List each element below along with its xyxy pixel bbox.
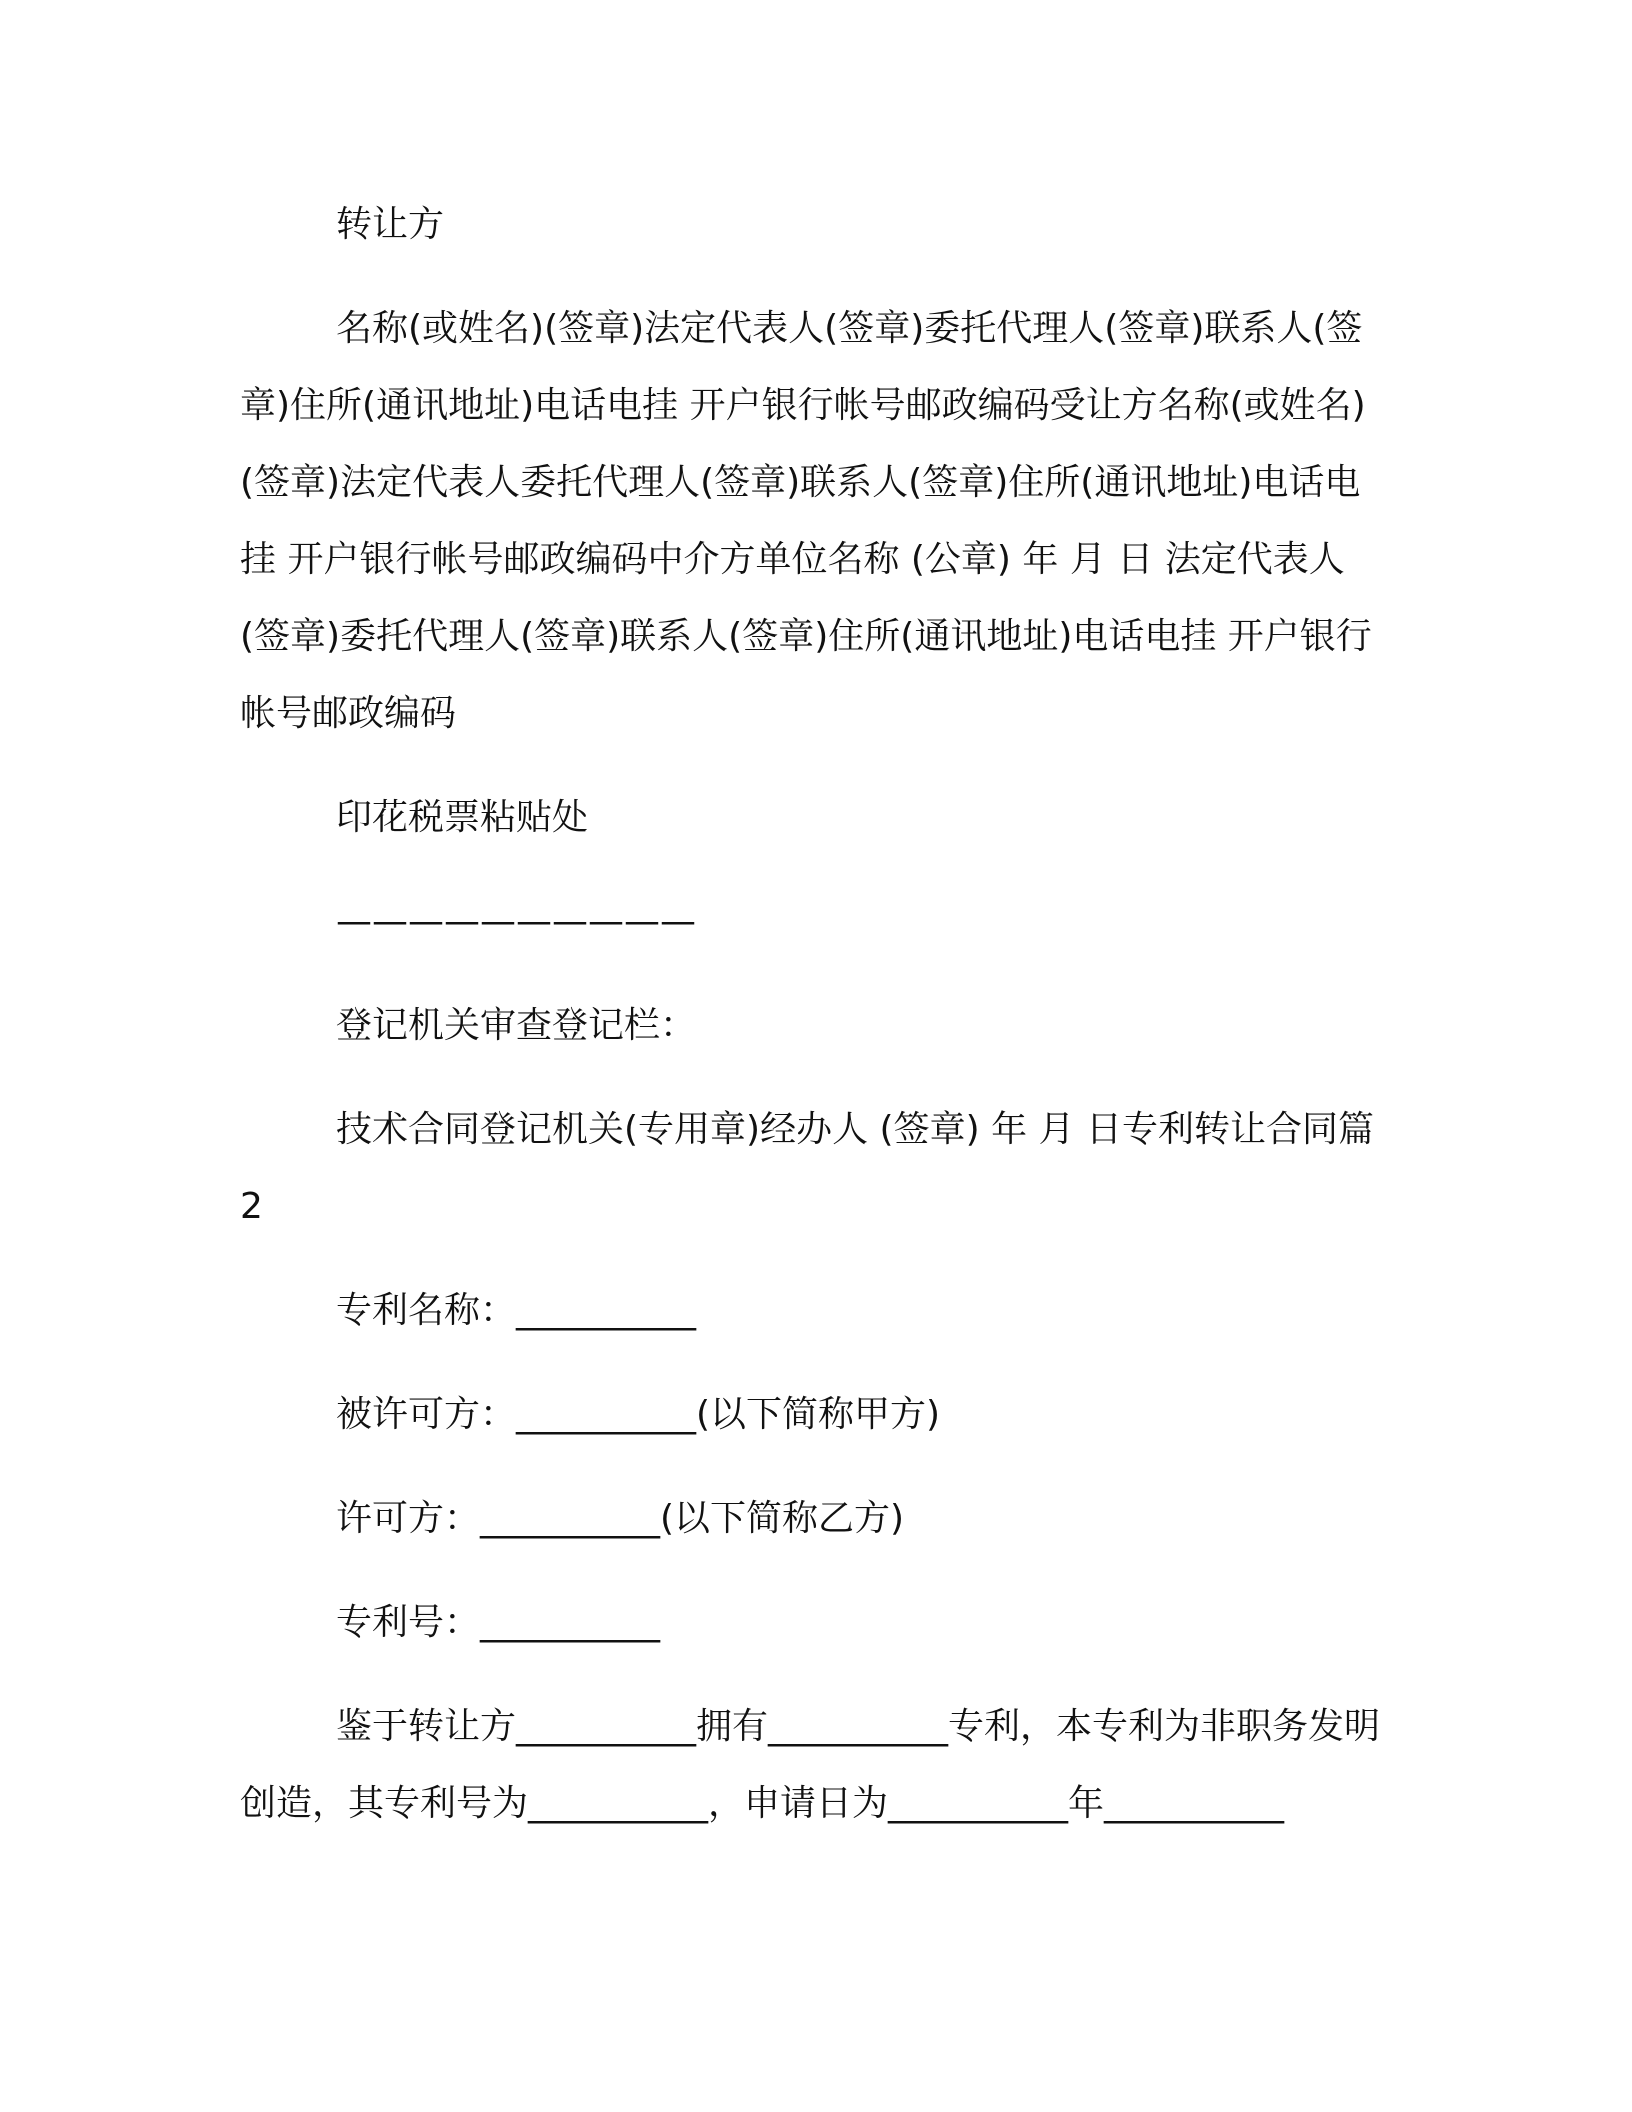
- patent-number-field: 专利号：__________: [336, 1602, 661, 1643]
- signature-block-paragraph: 名称(或姓名)(签章)法定代表人(签章)委托代理人(签章)联系人(签章)住所(通讯地址)电话电挂 开户银行帐号邮政编码受让方名称(或姓名)(签章)法定代表人委托代理人(签章)联系人(签章)住所(通讯地址)电话电挂 开户银行帐号邮政编码中介方单位名称 (公章) 年 月 日 法定代表人(签章)委托代理人(签章)联系人(签章)住所(通讯地址)电话电挂 开户银行帐号邮政编码: [240, 308, 1372, 734]
- licensor-field: 许可方：__________(以下简称乙方): [336, 1498, 905, 1539]
- registration-review-heading: 登记机关审查登记栏：: [336, 1005, 697, 1046]
- signature-rule-line: ——————————: [336, 901, 696, 942]
- licensee-field: 被许可方：__________(以下简称甲方): [336, 1394, 941, 1435]
- stamp-duty-label: 印花税票粘贴处: [336, 797, 589, 838]
- patent-name-field: 专利名称：__________: [336, 1290, 697, 1331]
- registration-authority-paragraph: 技术合同登记机关(专用章)经办人 (签章) 年 月 日专利转让合同篇 2: [240, 1109, 1374, 1227]
- document-body: [240, 186, 1380, 1869]
- transferor-heading: 转让方: [336, 204, 445, 245]
- whereas-paragraph: 鉴于转让方__________拥有__________专利，本专利为非职务发明创造，其专利号为__________，申请日为__________年__________: [240, 1706, 1381, 1824]
